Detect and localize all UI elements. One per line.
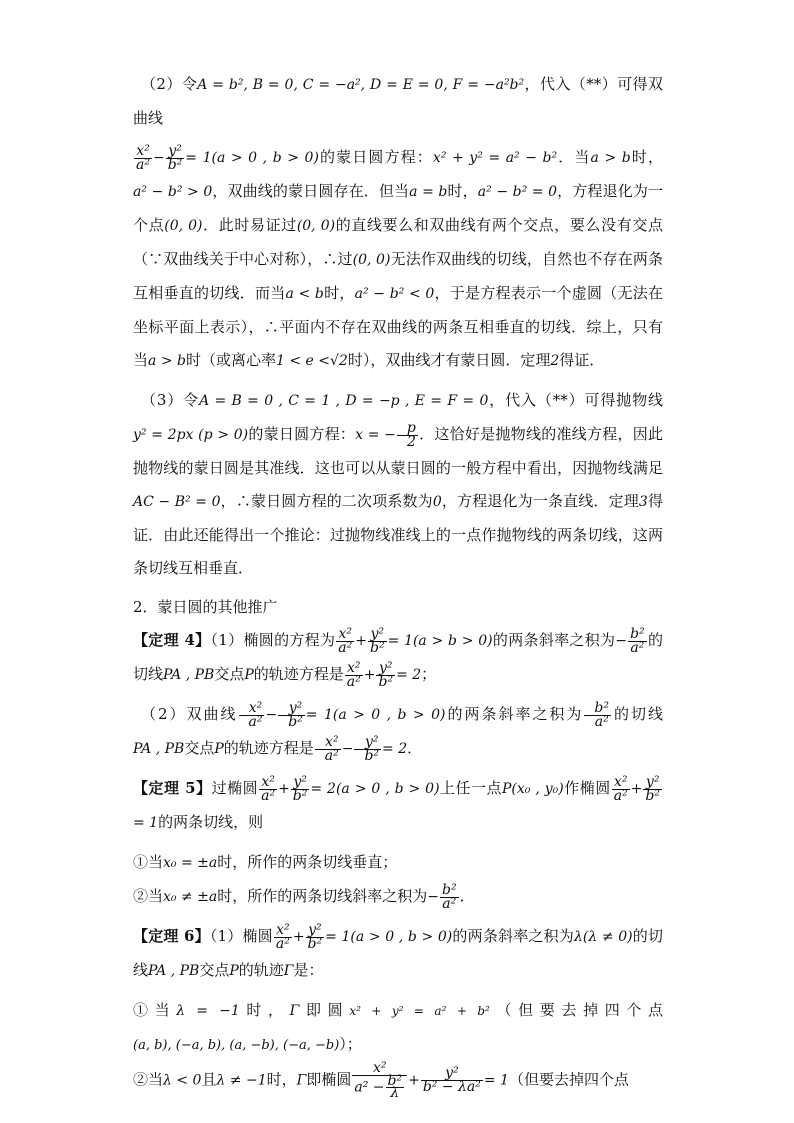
theorem-label: 【定理 5】 bbox=[133, 779, 212, 797]
formula: = 1(a > 0 , b > 0) bbox=[185, 150, 319, 166]
formula: x² + y² = a² − b² bbox=[432, 150, 558, 166]
theorem-6: 【定理 6】（1）椭圆 $\frac{\text{x²}}{\text{a²}}$ + $\frac{\text{y²}}{\text{b²}}$ = 1(a > 0 , b > 0)的两条斜率之积为λ(λ ≠ 0)的切线PA , PB交点P的轨迹Γ是： bbox=[133, 921, 663, 979]
text: ，代入（**）可得双曲线 bbox=[133, 75, 663, 127]
theorem-label: 【定理 4】 bbox=[133, 631, 211, 649]
operator: − bbox=[152, 150, 165, 166]
theorem-5: 【定理 5】过椭圆 $\frac{\text{x²}}{\text{a²}}$ + $\frac{\text{y²}}{\text{b²}}$ = 2(a > 0 , b > 0)上任一点P(x₀ , y₀)作椭圆 $\frac{\text{x²}}{\text{a²}}$ + $\frac{\text{y²}}{\text{b²}}$ = 1的两条切线，则 bbox=[133, 773, 660, 831]
text: （2）令 bbox=[141, 75, 198, 93]
section-heading: 2．蒙日圆的其他推广 bbox=[133, 598, 278, 616]
paragraph-hyperbola-monge-circle: $\frac{\text{x²}}{\text{a²}}$ − $\frac{\text{y²}}{\text{b²}}$ = 1(a > 0 , b > 0)的蒙日圆方程：x² + y² = a² − b²．当a > b时，a² − b² > 0，双曲线的蒙日圆存在．但当a = b时，a² − b² = 0，方程退化为一个点(0, 0)．此时易证过(0, 0)的直线要么和双曲线有两个交点，要么没有交点（∵双曲线关于中心对称），∴过(0, 0)无法作双曲线的切线，自然也不存在两条互相垂直的切线．而当a < b时，a² − b² < 0，于是方程表示一个虚圆（无法在坐标平面上表示），∴平面内不存在双曲线的两条互相垂直的切线．综上，只有当a > b时（或离心率1 < e <√2时），双曲线才有蒙日圆．定理2得证． bbox=[133, 142, 663, 369]
document-body bbox=[133, 68, 663, 1099]
fraction-y2-b2: $\frac{\text{y²}}{\text{b²}}$ bbox=[167, 142, 183, 173]
theorem-label: 【定理 6】 bbox=[133, 927, 210, 945]
fraction-p-2: $\frac{p}{2}$ bbox=[397, 422, 418, 449]
formula-coefficients: A = b², B = 0, C = −a², D = E = 0, F = −a²b² bbox=[197, 77, 525, 93]
paragraph-parabola: （3）令A = B = 0 , C = 1 , D = −p , E = F = 0，代入（**）可得抛物线y² = 2px (p > 0)的蒙日圆方程：x = − $\frac{p}{2}$ ．这恰好是抛物线的准线方程，因此抛物线的蒙日圆是其准线．这也可以从蒙日圆的一般方程中看出，因抛物线满足AC − B² = 0，∴蒙日圆方程的二次项系数为0，方程退化为一条直线．定理3得证．由此还能得出一个推论：过抛物线准线上的一点作抛物线的两条切线，这两条切线互相垂直． bbox=[133, 391, 663, 577]
fraction-compound: x² a² − $\frac{\text{b²}}{\lambda}$ bbox=[352, 1062, 407, 1099]
sqrt-two: √2 bbox=[330, 353, 348, 369]
paragraph-hyperbola-substitution bbox=[133, 68, 663, 135]
theorem-6-case-1: ①当λ = −1时，Γ即圆x² + y² = a² + b²（但要去掉四个点(a, b), (−a, b), (a, −b), (−a, −b)）； bbox=[133, 1001, 663, 1053]
theorem-4-part-2: （2）双曲线 $\frac{\text{x²}}{\text{a²}}$ − $\frac{\text{y²}}{\text{b²}}$ = 1(a > 0 , b > 0)的两条斜率之积为 $\frac{\text{b²}}{\text{a²}}$ 的切线PA , PB交点P的轨迹方程是 $\frac{\text{x²}}{\text{a²}}$ − $\frac{\text{y²}}{\text{b²}}$ = 2． bbox=[133, 699, 663, 764]
fraction-x2-a2: $\frac{\text{x²}}{\text{a²}}$ bbox=[136, 142, 150, 173]
theorem-5-case-2: ②当x₀ ≠ ±a时，所作的两条切线斜率之积为− $\frac{\text{b²}}{\text{a²}}$ ． bbox=[133, 881, 475, 912]
theorem-5-case-1: ①当x₀ = ±a时，所作的两条切线垂直； bbox=[133, 853, 398, 871]
theorem-4-part-1: 【定理 4】（1）椭圆的方程为 $\frac{\text{x²}}{\text{a²}}$ + $\frac{\text{y²}}{\text{b²}}$ = 1(a > b > 0)的两条斜率之积为− $\frac{\text{b²}}{\text{a²}}$ 的切线PA , PB交点P的轨迹方程是 $\frac{\text{x²}}{\text{a²}}$ + $\frac{\text{y²}}{\text{b²}}$ = 2； bbox=[133, 625, 663, 690]
theorem-6-case-2: ②当λ < 0且λ ≠ −1时，Γ即椭圆 x² a² − $\frac{\text{b²}}{\lambda}$ + $\frac{\text{y²}}{\text{b² − λa²}}$ = 1（但要去掉四个点 bbox=[133, 1060, 629, 1101]
